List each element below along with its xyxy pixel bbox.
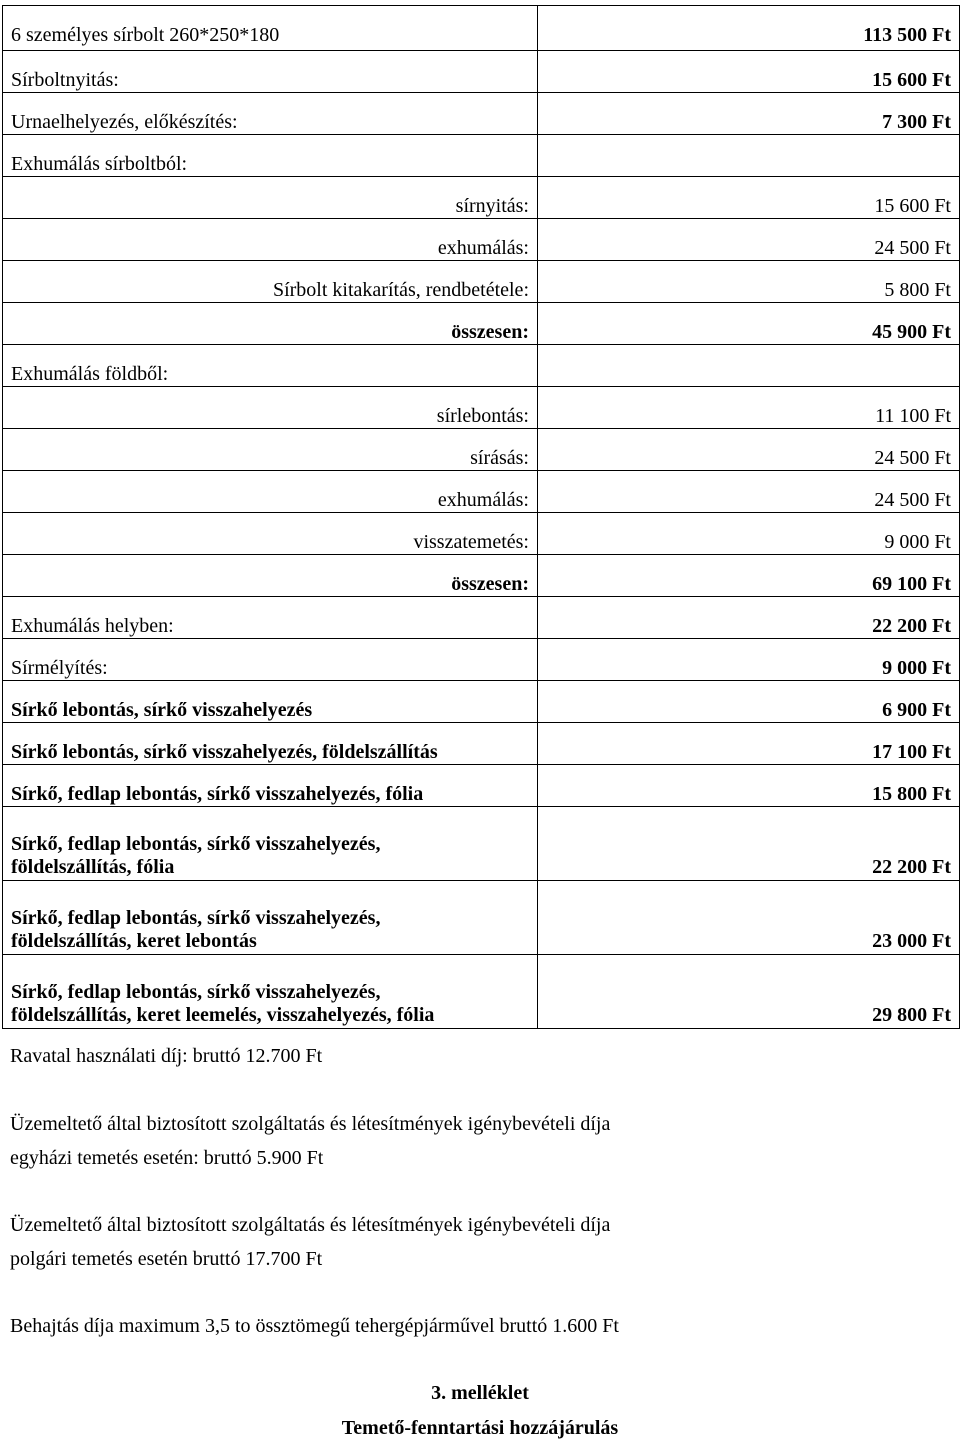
price-row-label bbox=[3, 387, 538, 429]
price-row-amount: 11 100 Ft bbox=[538, 387, 960, 429]
entry-fee-note: Behajtás díja maximum 3,5 to össztömegű tehergépjárművel bruttó 1.600 Ft bbox=[10, 1315, 619, 1337]
price-row-label bbox=[3, 723, 538, 765]
price-row-label bbox=[3, 807, 538, 881]
price-row-amount: 22 200 Ft bbox=[538, 807, 960, 881]
price-row-amount: 6 900 Ft bbox=[538, 681, 960, 723]
price-row bbox=[3, 51, 960, 93]
price-row-amount: 5 800 Ft bbox=[538, 261, 960, 303]
price-row-label-text: Sírkő lebontás, sírkő visszahelyezés bbox=[11, 699, 313, 721]
price-row bbox=[3, 387, 960, 429]
price-row-amount: 29 800 Ft bbox=[538, 955, 960, 1029]
price-row bbox=[3, 955, 960, 1029]
price-row-label-text: exhumálás: bbox=[437, 489, 529, 511]
price-row bbox=[3, 93, 960, 135]
price-row bbox=[3, 555, 960, 597]
price-row-label bbox=[3, 681, 538, 723]
price-row-label-text: Sírbolt kitakarítás, rendbetétele: bbox=[272, 279, 529, 301]
price-row-label-text: sírásás: bbox=[470, 447, 529, 469]
civil-funeral-fee-line-2: polgári temetés esetén bruttó 17.700 Ft bbox=[10, 1248, 323, 1270]
civil-funeral-fee-line-1: Üzemeltető által biztosított szolgáltatás és létesítmények igénybevételi díja bbox=[10, 1214, 611, 1236]
price-row bbox=[3, 639, 960, 681]
price-row-label-text-line2: földelszállítás, fólia bbox=[11, 856, 175, 878]
price-row bbox=[3, 471, 960, 513]
price-row-label-text: Exhumálás földből: bbox=[11, 363, 169, 385]
price-row-label-text: sírlebontás: bbox=[436, 405, 529, 427]
price-row-label bbox=[3, 261, 538, 303]
price-row-label bbox=[3, 93, 538, 135]
price-row-label-text: Sírmélyítés: bbox=[11, 657, 108, 679]
church-funeral-fee-line-2: egyházi temetés esetén: bruttó 5.900 Ft bbox=[10, 1147, 324, 1169]
price-row-label bbox=[3, 555, 538, 597]
price-row-label-text-line2: földelszállítás, keret lebontás bbox=[11, 930, 257, 952]
price-row-label bbox=[3, 597, 538, 639]
price-row-label bbox=[3, 177, 538, 219]
price-row bbox=[3, 303, 960, 345]
price-row-amount: 24 500 Ft bbox=[538, 471, 960, 513]
price-row bbox=[3, 6, 960, 51]
price-row bbox=[3, 177, 960, 219]
price-row-amount: 15 600 Ft bbox=[538, 51, 960, 93]
price-row bbox=[3, 765, 960, 807]
price-row-amount: 15 800 Ft bbox=[538, 765, 960, 807]
church-funeral-fee-line-1: Üzemeltető által biztosított szolgáltatás és létesítmények igénybevételi díja bbox=[10, 1113, 611, 1135]
price-row-label bbox=[3, 429, 538, 471]
price-row-label bbox=[3, 51, 538, 93]
price-row bbox=[3, 807, 960, 881]
price-row-label-text-line2: földelszállítás, keret leemelés, visszahelyezés, fólia bbox=[11, 1004, 435, 1026]
price-row-label bbox=[3, 639, 538, 681]
price-row-amount: 7 300 Ft bbox=[538, 93, 960, 135]
price-row-label bbox=[3, 471, 538, 513]
price-row bbox=[3, 429, 960, 471]
price-row bbox=[3, 513, 960, 555]
price-row-label-text: összesen: bbox=[451, 573, 529, 595]
price-row-amount: 113 500 Ft bbox=[538, 6, 960, 51]
price-row-label bbox=[3, 345, 538, 387]
price-row-label-text: Sírkő, fedlap lebontás, sírkő visszahelyezés, fólia bbox=[11, 783, 424, 805]
price-row-label bbox=[3, 513, 538, 555]
price-row-amount bbox=[538, 135, 960, 177]
price-row-amount: 69 100 Ft bbox=[538, 555, 960, 597]
price-row-amount: 9 000 Ft bbox=[538, 513, 960, 555]
price-row-label-text: Sírkő, fedlap lebontás, sírkő visszahelyezés, bbox=[11, 907, 381, 929]
price-row-label bbox=[3, 219, 538, 261]
price-row-amount: 22 200 Ft bbox=[538, 597, 960, 639]
price-table-body bbox=[3, 6, 960, 1029]
price-row bbox=[3, 881, 960, 955]
price-row-label-text: Sírkő lebontás, sírkő visszahelyezés, földelszállítás bbox=[11, 741, 438, 763]
price-row-label-text: összesen: bbox=[451, 321, 529, 343]
price-row-label bbox=[3, 135, 538, 177]
price-row-label-text: Urnaelhelyezés, előkészítés: bbox=[11, 111, 238, 133]
price-row-amount: 15 600 Ft bbox=[538, 177, 960, 219]
price-row-label-text: exhumálás: bbox=[437, 237, 529, 259]
price-row bbox=[3, 261, 960, 303]
price-row-amount: 24 500 Ft bbox=[538, 429, 960, 471]
price-row-label-text: Exhumálás sírboltból: bbox=[11, 153, 188, 175]
price-table bbox=[2, 5, 960, 1029]
price-row-label bbox=[3, 303, 538, 345]
price-row bbox=[3, 681, 960, 723]
price-row-label-text: Sírkő, fedlap lebontás, sírkő visszahelyezés, bbox=[11, 981, 381, 1003]
price-row bbox=[3, 219, 960, 261]
price-row-label bbox=[3, 765, 538, 807]
price-row-label-text: Exhumálás helyben: bbox=[11, 615, 174, 637]
price-row-amount: 45 900 Ft bbox=[538, 303, 960, 345]
price-row-label-text: visszatemetés: bbox=[413, 531, 529, 553]
price-row bbox=[3, 345, 960, 387]
price-row-amount bbox=[538, 345, 960, 387]
price-row-label bbox=[3, 881, 538, 955]
annex-title: Temető-fenntartási hozzájárulás bbox=[341, 1417, 619, 1439]
price-row-label-text: sírnyitás: bbox=[455, 195, 529, 217]
price-row-label bbox=[3, 6, 538, 51]
price-row-amount: 9 000 Ft bbox=[538, 639, 960, 681]
ravatal-fee-note: Ravatal használati díj: bruttó 12.700 Ft bbox=[10, 1045, 323, 1067]
price-row-label-text: Sírboltnyitás: bbox=[11, 69, 119, 91]
annex-number: 3. melléklet bbox=[431, 1382, 529, 1404]
price-row-label-text: 6 személyes sírbolt 260*250*180 bbox=[11, 24, 280, 46]
price-row-amount: 17 100 Ft bbox=[538, 723, 960, 765]
price-row-amount: 23 000 Ft bbox=[538, 881, 960, 955]
price-row bbox=[3, 135, 960, 177]
price-row-amount: 24 500 Ft bbox=[538, 219, 960, 261]
price-row bbox=[3, 723, 960, 765]
price-row-label-text: Sírkő, fedlap lebontás, sírkő visszahelyezés, bbox=[11, 833, 381, 855]
price-row bbox=[3, 597, 960, 639]
price-row-label bbox=[3, 955, 538, 1029]
